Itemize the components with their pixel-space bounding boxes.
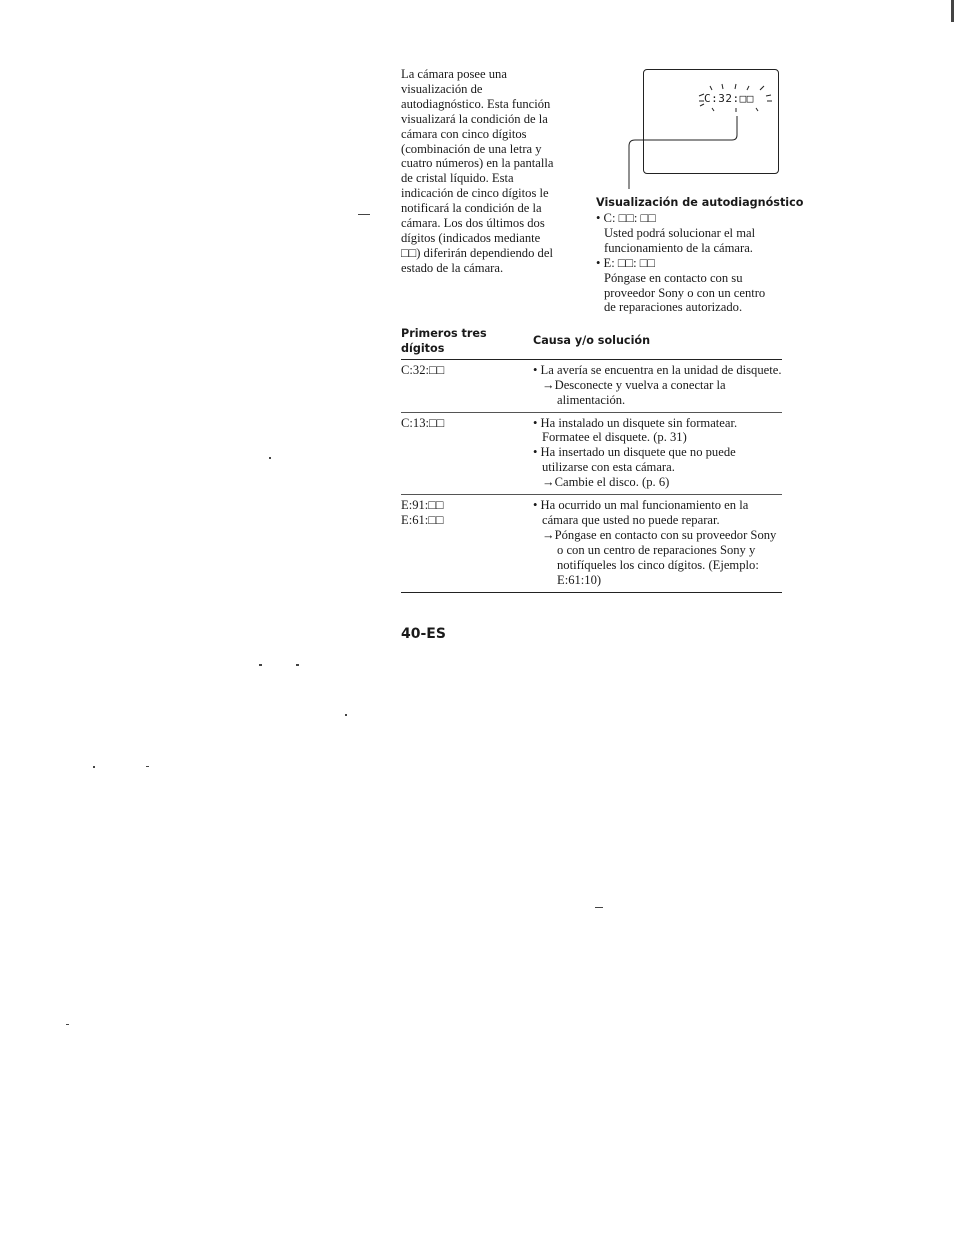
code-cell: C:13:□□ <box>401 412 533 495</box>
table-row <box>401 412 782 495</box>
cause-item: • Ha ocurrido un mal funcionamiento en la cámara que usted no puede reparar. <box>533 498 749 527</box>
scan-speck <box>595 907 603 908</box>
cause-item: • Ha instalado un disquete sin formatear. Formatee el disquete. (p. 31) <box>533 415 738 445</box>
table-row <box>401 495 782 592</box>
table-header-row <box>401 326 782 359</box>
scan-speck <box>269 457 271 459</box>
diagnostic-list <box>596 211 786 315</box>
scan-speck <box>296 664 299 666</box>
action-item: →Desconecte y vuelva a conectar la alimentación. <box>542 377 726 407</box>
scan-speck <box>345 714 347 716</box>
scan-speck <box>358 214 370 215</box>
table-row <box>401 359 782 412</box>
column-header-cause: Causa y/o solución <box>533 326 782 359</box>
page-number: 40-ES <box>401 626 446 642</box>
diagnostic-title: Visualización de autodiagnóstico <box>596 196 804 209</box>
diagnostic-item <box>596 211 786 256</box>
scan-speck <box>66 1024 69 1025</box>
cause-cell <box>533 412 782 495</box>
cause-cell <box>533 495 782 592</box>
lcd-readout-text: C:32:□□ <box>704 92 754 105</box>
scan-speck <box>259 664 262 666</box>
cause-cell <box>533 359 782 412</box>
code-cell: E:91:□□ E:61:□□ <box>401 495 533 592</box>
diagnostic-code: • E: □□: □□ <box>596 255 655 270</box>
action-item: →Póngase en contacto con su proveedor Sony o con un centro de reparaciones Sony y notifíqueles los cinco dígitos. (Ejemplo: E:61:10) <box>542 527 777 587</box>
cause-item: • Ha insertado un disquete que no puede utilizarse con esta cámara. <box>533 445 736 475</box>
diagnostic-item <box>596 256 786 316</box>
column-header-codes: Primeros tres dígitos <box>401 326 533 359</box>
scan-speck <box>93 766 95 768</box>
code-cell: C:32:□□ <box>401 359 533 412</box>
intro-paragraph: La cámara posee una visualización de autodiagnóstico. Esta función visualizará la condición de la cámara con cinco dígitos (combinación de una letra y cuatro números) en la pantalla de cristal líquido. Esta indicación de cinco dígitos le notificará la condición de la cámara. Los dos últimos dos dígitos (indicados mediante □□) diferirán dependiendo del estado de la cámara. <box>401 67 554 275</box>
diagnostic-text: Póngase en contacto con su proveedor Sony o con un centro de reparaciones autorizado. <box>604 270 766 315</box>
scan-speck <box>146 766 149 767</box>
diagnostic-text: Usted podrá solucionar el mal funcionamiento de la cámara. <box>604 225 756 255</box>
action-item: →Cambie el disco. (p. 6) <box>542 475 670 490</box>
troubleshooting-table <box>401 326 782 593</box>
diagnostic-code: • C: □□: □□ <box>596 211 656 225</box>
cause-item: • La avería se encuentra en la unidad de disquete. <box>533 362 782 377</box>
lcd-display-illustration <box>643 69 779 174</box>
